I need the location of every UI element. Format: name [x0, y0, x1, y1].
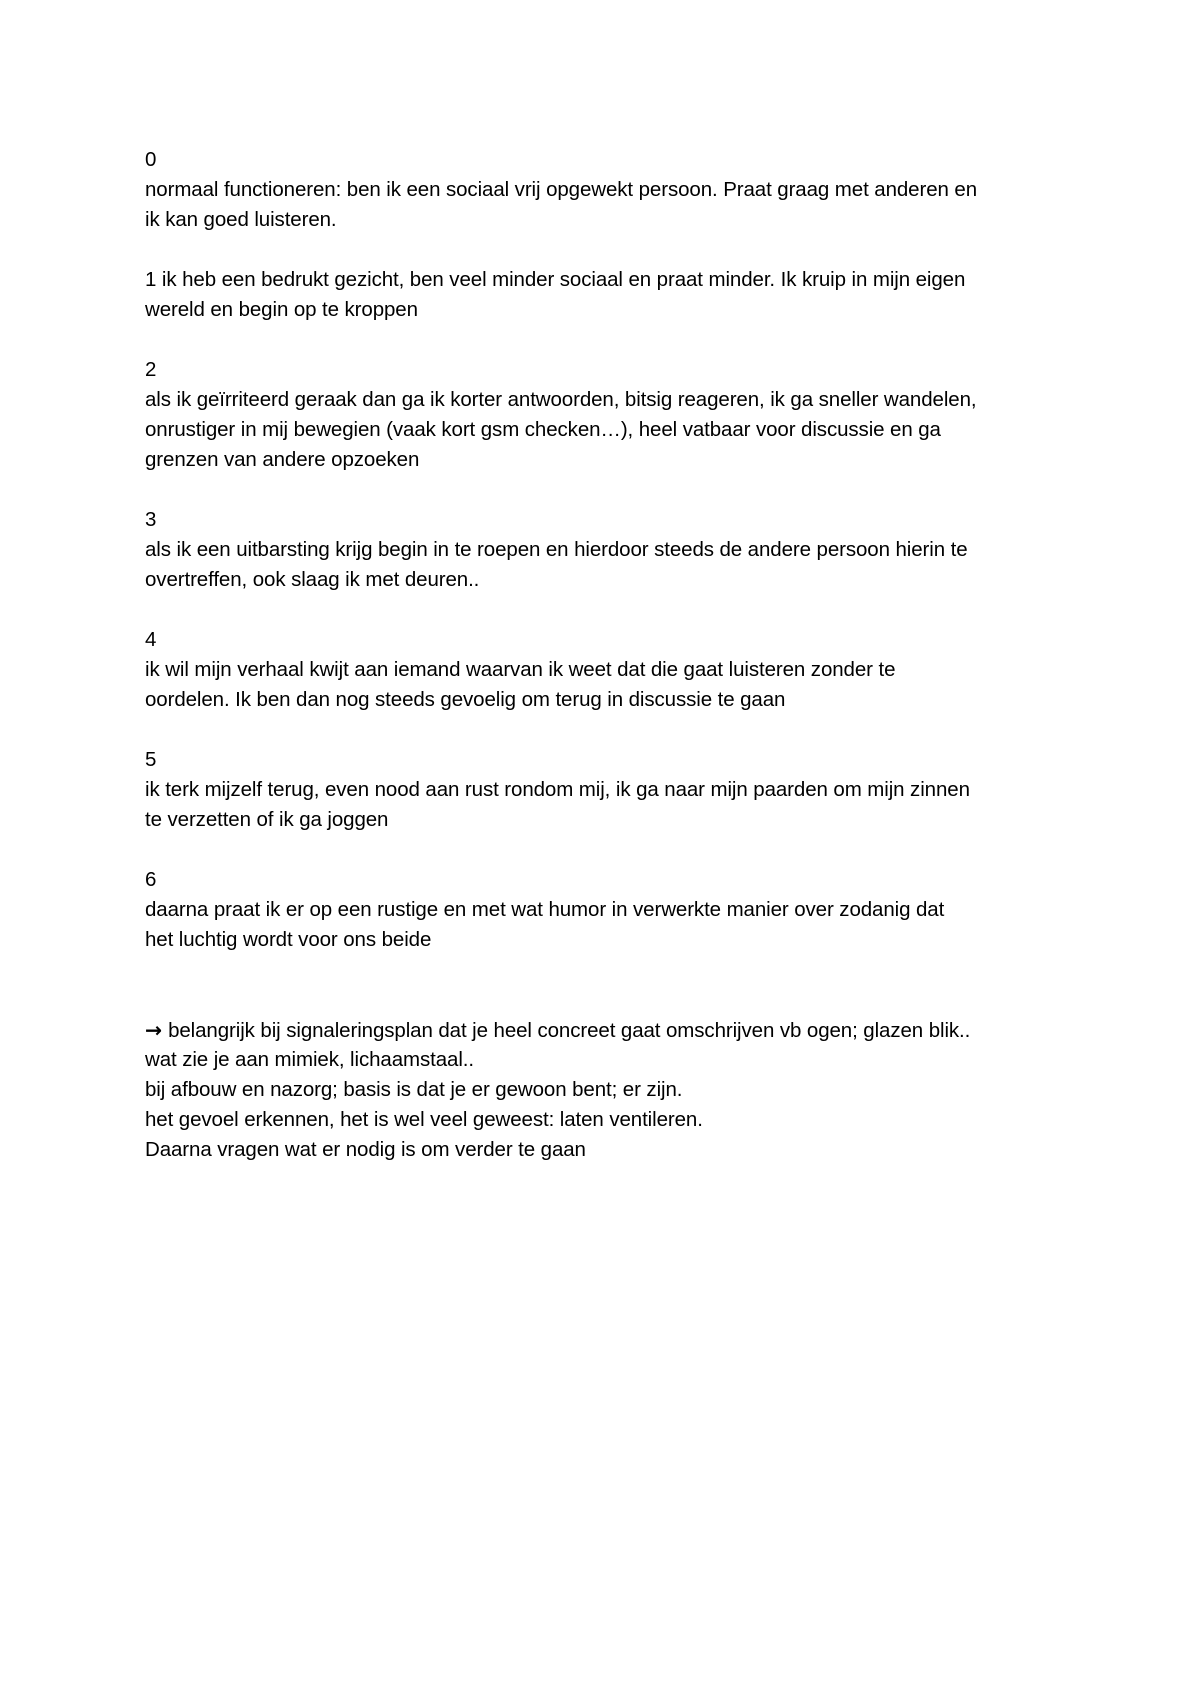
text-line: ik wil mijn verhaal kwijt aan iemand waarvan ik weet dat die gaat luisteren zonder te	[145, 658, 896, 681]
text-line: overtreffen, ook slaag ik met deuren..	[145, 568, 480, 591]
note-line: wat zie je aan mimiek, lichaamstaal..	[145, 1048, 474, 1071]
note-line	[145, 1015, 1075, 1045]
paragraph-gap	[145, 325, 1075, 355]
paragraph-gap	[145, 595, 1075, 625]
note-line: bij afbouw en nazorg; basis is dat je er gewoon bent; er zijn.	[145, 1078, 683, 1101]
paragraph-gap	[145, 955, 1075, 1015]
paragraph-gap	[145, 835, 1075, 865]
text-line: ik kan goed luisteren.	[145, 208, 337, 231]
text-line: te verzetten of ik ga joggen	[145, 808, 389, 831]
text-line: oordelen. Ik ben dan nog steeds gevoelig om terug in discussie te gaan	[145, 688, 786, 711]
text-line: 1 ik heb een bedrukt gezicht, ben veel minder sociaal en praat minder. Ik kruip in mijn eigen	[145, 268, 966, 291]
paragraph-gap	[145, 235, 1075, 265]
paragraph-gap	[145, 475, 1075, 505]
document-page	[145, 145, 1075, 1165]
section-number: 2	[145, 358, 157, 381]
text-line: grenzen van andere opzoeken	[145, 448, 420, 471]
text-line: het luchtig wordt voor ons beide	[145, 928, 432, 951]
section-number: 4	[145, 628, 157, 651]
paragraph-gap	[145, 715, 1075, 745]
note-line: Daarna vragen wat er nodig is om verder te gaan	[145, 1138, 586, 1161]
section-number: 3	[145, 508, 157, 531]
note-line: het gevoel erkennen, het is wel veel geweest: laten ventileren.	[145, 1108, 703, 1131]
text-line: daarna praat ik er op een rustige en met wat humor in verwerkte manier over zodanig dat	[145, 898, 945, 921]
text-line: als ik geïrriteerd geraak dan ga ik korter antwoorden, bitsig reageren, ik ga sneller wandelen,	[145, 388, 977, 411]
text-line: als ik een uitbarsting krijg begin in te roepen en hierdoor steeds de andere persoon hierin te	[145, 538, 968, 561]
section-number: 0	[145, 148, 157, 171]
section-number: 5	[145, 748, 157, 771]
text-line: normaal functioneren: ben ik een sociaal vrij opgewekt persoon. Praat graag met anderen en	[145, 178, 978, 201]
text-line: onrustiger in mij bewegien (vaak kort gsm checken…), heel vatbaar voor discussie en ga	[145, 418, 941, 441]
section-number: 6	[145, 868, 157, 891]
text-line: wereld en begin op te kroppen	[145, 298, 418, 321]
note-text: belangrijk bij signaleringsplan dat je heel concreet gaat omschrijven vb ogen; glazen blik..	[168, 1019, 971, 1042]
arrow-right-icon: →	[145, 1018, 163, 1042]
text-line: ik terk mijzelf terug, even nood aan rust rondom mij, ik ga naar mijn paarden om mijn zinnen	[145, 778, 970, 801]
